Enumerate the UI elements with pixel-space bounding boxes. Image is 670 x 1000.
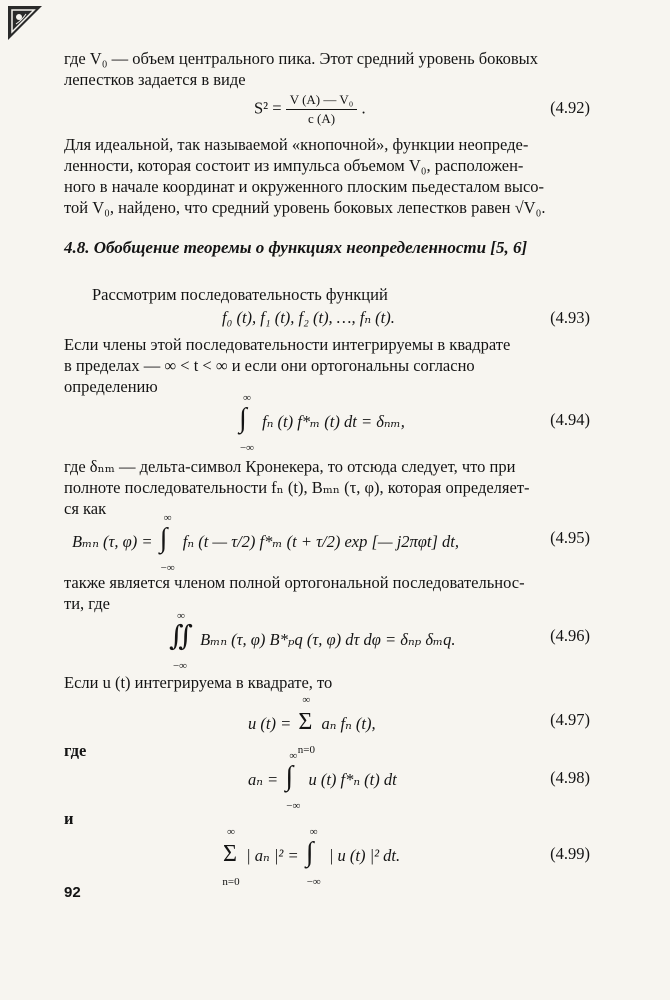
equation-lhs: S² = [254,98,282,118]
equation-tail: . [361,98,366,118]
equation-number: (4.99) [550,844,590,863]
text-line: полноте последовательности fₙ (t), Bₘₙ (τ, φ), которая определяет- [64,478,530,497]
integral-upper-limit: ∞ [243,392,251,404]
paragraph-1 [64,48,592,90]
text-line: ся как [64,499,107,518]
integral-lower-limit: −∞ [286,800,301,812]
text-line: лепестков задается в виде [64,70,246,89]
text-line: Для идеальной, так называемой «кнопочной», функции неопреде- [64,135,529,154]
paragraph-6 [64,572,592,614]
text-line: также является членом полной ортогональной последовательнос- [64,573,525,592]
word-gde: где [64,741,87,760]
integral-upper-limit: ∞ [177,610,185,622]
equation-lhs: u (t) = [248,713,292,733]
fraction-denominator: c (A) [307,111,336,126]
integral-upper-limit: ∞ [163,512,172,524]
equation-number: (4.92) [550,98,590,117]
integral-sign: ∞ ∫ −∞ [236,400,258,446]
equation-body: fₙ (t) f*ₘ (t) dt = δₙₘ, [262,411,405,431]
equation-number: (4.95) [550,528,590,547]
text-line: где δₙₘ — дельта-символ Кронекера, то отсюда следует, что при [64,457,516,476]
equation-number: (4.98) [550,768,590,787]
text-line: той V₀, найдено, что средний уровень боковых лепестков равен √V₀. [64,198,546,217]
text-line: определению [64,377,158,396]
equation-4-96 [166,610,456,672]
sum-lower-limit: n=0 [222,876,240,888]
text-line: Рассмотрим последовательность функций [92,285,388,304]
section-heading: 4.8. Обобщение теоремы о функциях неопределенности [5, 6] [64,238,528,257]
equation-4-97 [248,694,376,756]
equation-number: (4.93) [550,308,590,327]
paragraph-2 [64,134,592,218]
text-line: где V₀ — объем центрального пика. Этот средний уровень боковых [64,49,538,68]
text-line: ленности, которая состоит из импульса объемом V₀, расположен- [64,156,524,175]
paragraph-5 [64,456,592,519]
equation-4-99 [220,826,401,888]
equation-body: aₙ fₙ (t), [321,713,376,733]
integral-lower-limit: −∞ [172,660,188,672]
integral-lower-limit: −∞ [306,876,321,888]
paragraph-7 [64,672,332,693]
integral-sign: ∞ ∫ −∞ [157,520,179,566]
equation-4-92 [254,92,366,127]
fraction [286,92,358,127]
equation-4-94 [236,392,405,454]
integral-upper-limit: ∞ [309,826,318,838]
equation-lhs: Bₘₙ (τ, φ) = [72,531,153,551]
equation-number: (4.97) [550,710,590,729]
sum-lower-limit: n=0 [297,744,315,756]
equation-body: fₙ (t — τ/2) f*ₘ (t + τ/2) exp [— j2πφt] dt, [182,531,460,551]
sum-upper-limit: ∞ [302,694,311,706]
equation-lhs: aₙ = [248,769,279,789]
equation-body: | u (t) |² dt. [328,845,401,865]
equation-number: (4.94) [550,410,590,429]
paragraph-3 [92,284,388,305]
text-line: ти, где [64,594,110,613]
corner-ornament-icon [8,6,42,40]
word-i: и [64,809,74,828]
sum-sign: ∞ Σ n=0 [220,834,242,880]
equation-body: u (t) f*ₙ (t) dt [308,769,397,789]
text-line: Если члены этой последовательности интегрируемы в квадрате [64,335,511,354]
equation-4-93: f₀ (t), f₁ (t), f₂ (t), …, fₙ (t). [222,308,395,327]
page-number: 92 [64,884,81,901]
text-line: ного в начале координат и окруженного плоским пьедесталом высо- [64,177,545,196]
integral-sign: ∞ ∫ −∞ [282,758,304,804]
sum-upper-limit: ∞ [227,826,235,838]
equation-4-95 [72,512,460,574]
text-line: Если u (t) интегрируема в квадрате, то [64,673,333,692]
equation-middle: | aₙ |² = [246,845,299,865]
integral-lower-limit: −∞ [160,562,175,574]
text-line: в пределах — ∞ < t < ∞ и если они ортогональны согласно [64,356,475,375]
equation-body: Bₘₙ (τ, φ) B*ₚq (τ, φ) dτ dφ = δₙₚ δₘq. [200,629,456,649]
integral-upper-limit: ∞ [289,750,298,762]
fraction-numerator: V (A) — V₀ [286,92,358,110]
integral-sign: ∞ ∫ −∞ [303,834,325,880]
integral-lower-limit: −∞ [239,442,255,454]
equation-number: (4.96) [550,626,590,645]
double-integral-sign: ∞ ∬ −∞ [166,618,196,664]
paragraph-4 [64,334,592,397]
sum-sign: ∞ Σ n=0 [295,702,317,748]
